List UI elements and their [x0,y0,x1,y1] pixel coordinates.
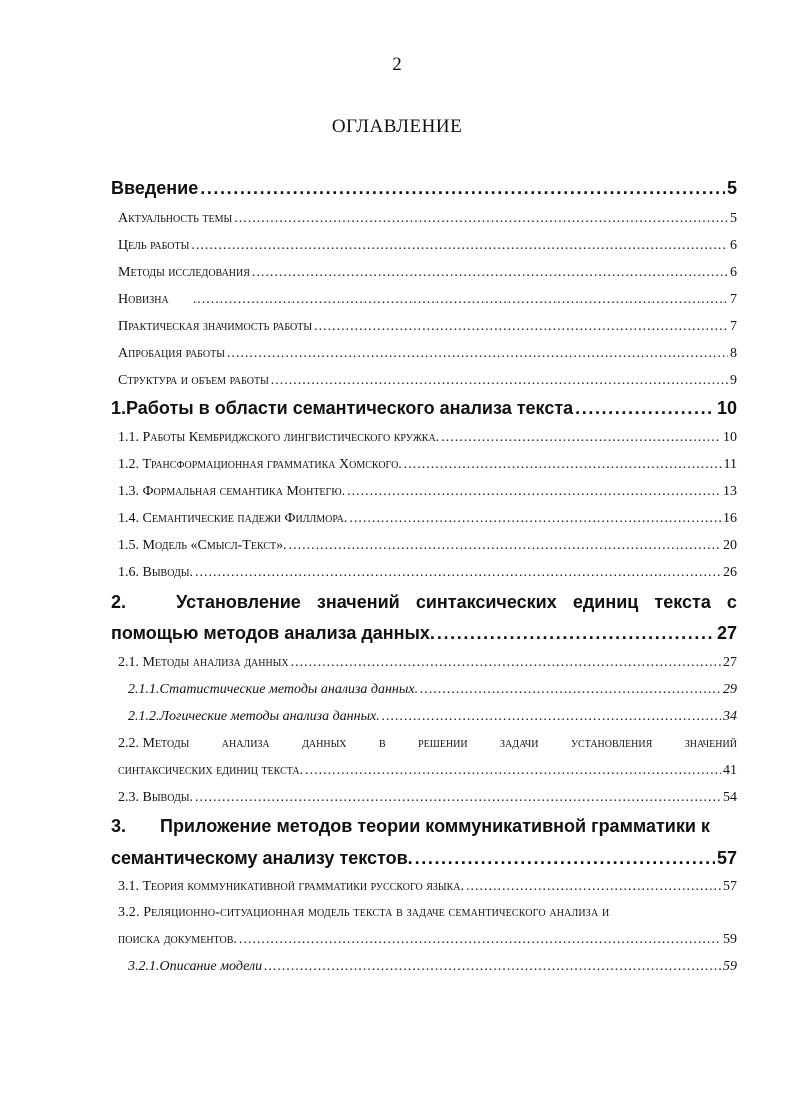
toc-entry-page: 27 [716,623,737,643]
toc-entry[interactable] [118,879,737,895]
subsection-number: 2.1.2. [128,709,160,724]
toc-entry-label: Описание модели [159,959,263,974]
toc-entry-label: Введение [111,178,199,198]
toc-chapter-2-line2[interactable] [111,623,737,644]
toc-entry-label: 2.1. Методы анализа данных [118,655,289,670]
chapter-number: 2. [111,592,127,612]
toc-entry-page: 41 [723,763,737,778]
toc-entry[interactable] [118,373,737,389]
toc-entry-page: 54 [723,790,737,805]
toc-entry[interactable] [118,538,737,554]
dot-leader [234,211,728,227]
toc-entry-page: 16 [723,511,737,526]
toc-entry[interactable] [118,211,737,227]
dot-leader [441,430,721,446]
toc-entry-label: Актуальность темы [118,211,233,226]
toc-entry[interactable] [118,319,737,335]
toc-entry-label: Логические методы анализа данных. [159,709,380,724]
toc-entry-label: Работы в области семантического анализа текста [126,398,574,418]
toc-chapter-1[interactable] [111,398,737,419]
toc-entry-2-2-line1[interactable] [118,736,737,752]
toc-entry[interactable] [118,655,737,671]
toc-entry-label: 1.4. Семантические падежи Филлмора. [118,511,348,526]
dot-leader [195,565,721,581]
toc-entry-label: 1.2. Трансформационная грамматика Хомского. [118,457,402,472]
toc-entry-page: 59 [723,959,737,974]
toc-entry-page: 7 [730,319,737,334]
heading-word: Установление [176,592,301,612]
toc-entry-page: 13 [723,484,737,499]
heading-word: решении [418,736,468,751]
toc-entry-label: Структура и объем работы [118,373,269,388]
subsection-number: 3.2.1. [128,959,160,974]
toc-entry-page: 8 [730,346,737,361]
toc-entry[interactable] [118,511,737,527]
dot-leader [271,373,728,389]
toc-entry-label: 1.6. Выводы. [118,565,193,580]
toc-entry-page: 59 [723,932,737,947]
toc-entry-label: 2.3. Выводы. [118,790,193,805]
toc-entry-label: Методы исследования [118,265,250,280]
toc-entry-3-2-line2[interactable] [118,932,737,948]
heading-word: значений [684,736,737,751]
toc-entry[interactable] [118,346,737,362]
toc-entry-label: 1.5. Модель «Смысл-Текст». [118,538,287,553]
toc-subentry[interactable] [128,709,737,725]
toc-entry-page: 20 [723,538,737,553]
toc-entry-page: 5 [730,211,737,226]
dot-leader [382,709,721,725]
toc-entry-page: 34 [723,709,737,724]
dot-leader [347,484,721,500]
toc-entry-label: 3.1. Теория коммуникативной грамматики русского языка. [118,879,465,894]
heading-word: значений [316,592,400,612]
dot-leader [239,932,721,948]
toc-entry[interactable] [118,265,737,281]
dot-leader [415,848,715,869]
dot-leader [200,178,725,199]
dot-leader [252,265,728,281]
toc-entry-page: 10 [716,398,737,418]
dot-leader [193,292,728,308]
toc-entry-label: синтаксических единиц текста. [118,763,304,778]
toc-entry-label: поиска документов. [118,932,237,947]
toc-entry[interactable] [118,457,737,473]
toc-entry-page: 10 [723,430,737,445]
toc-entry-page: 29 [723,682,737,697]
dot-leader [420,682,721,698]
heading-word: с [726,592,737,612]
toc-entry-label: Практическая значимость работы [118,319,313,334]
toc-entry-label: 1.1. Работы Кембриджского лингвистического кружка. [118,430,440,445]
toc-entry-2-2-line2[interactable] [118,763,737,779]
toc-entry-page: 57 [716,848,737,868]
subsection-number: 2.1.1. [128,682,160,697]
toc-entry[interactable] [118,484,737,500]
toc-entry-page: 27 [723,655,737,670]
toc-chapter-2-line1[interactable] [111,592,737,613]
toc-entry-label: Новизна [118,292,169,307]
heading-word: данных [302,736,347,751]
dot-leader [195,790,721,806]
page-number: 2 [392,54,402,75]
dot-leader [314,319,728,335]
toc-entry-label: Статистические методы анализа данных. [159,682,419,697]
dot-leader [289,538,721,554]
heading-word: текста [654,592,711,612]
chapter-number: 1. [111,398,127,418]
toc-entry[interactable] [118,565,737,581]
toc-entry[interactable] [118,238,737,254]
toc-entry-3-2-line1[interactable] [118,905,737,921]
heading-word: 2.2. Методы [118,736,190,751]
toc-entry[interactable] [118,292,737,308]
toc-entry-page: 6 [730,265,737,280]
toc-entry-label: Апробация работы [118,346,225,361]
toc-entry-label: 1.3. Формальная семантика Монтегю. [118,484,346,499]
dot-leader [404,457,722,473]
dot-leader [437,623,715,644]
toc-entry-page: 11 [723,457,737,472]
heading-word: единиц [572,592,639,612]
heading-word: установления [570,736,653,751]
toc-entry-label: Приложение методов теории коммуникативной грамматики к [160,816,710,836]
toc-entry-intro[interactable] [111,178,737,199]
dot-leader [227,346,728,362]
toc-entry[interactable] [118,790,737,806]
toc-subentry[interactable] [128,959,737,975]
toc-entry[interactable] [118,430,737,446]
heading-word: в [378,736,386,751]
toc-entry-page: 26 [723,565,737,580]
heading-word: синтаксических [415,592,557,612]
heading-word: анализа [221,736,270,751]
toc-subentry[interactable] [128,682,737,698]
toc-entry-label: семантическому анализу текстов. [111,848,413,868]
dot-leader [349,511,721,527]
toc-chapter-3-line2[interactable] [111,848,737,869]
dot-leader [305,763,721,779]
toc-chapter-3-line1[interactable] [111,816,737,837]
toc-entry-page: 6 [730,238,737,253]
toc-entry-page: 7 [730,292,737,307]
dot-leader [191,238,728,254]
toc-entry-label: помощью методов анализа данных. [111,623,435,643]
dot-leader [264,959,721,975]
toc-entry-page: 9 [730,373,737,388]
heading-word: задачи [500,736,539,751]
toc-entry-label: 3.2. Реляционно-ситуационная модель текста в задаче семантического анализа и [118,905,610,920]
toc-title: ОГЛАВЛЕНИЕ [331,116,463,137]
toc-entry-label: Цель работы [118,238,190,253]
dot-leader [466,879,721,895]
toc-entry-page: 57 [723,879,737,894]
dot-leader [575,398,715,419]
chapter-number: 3. [111,816,127,836]
dot-leader [291,655,721,671]
toc-entry-page: 5 [726,178,737,198]
